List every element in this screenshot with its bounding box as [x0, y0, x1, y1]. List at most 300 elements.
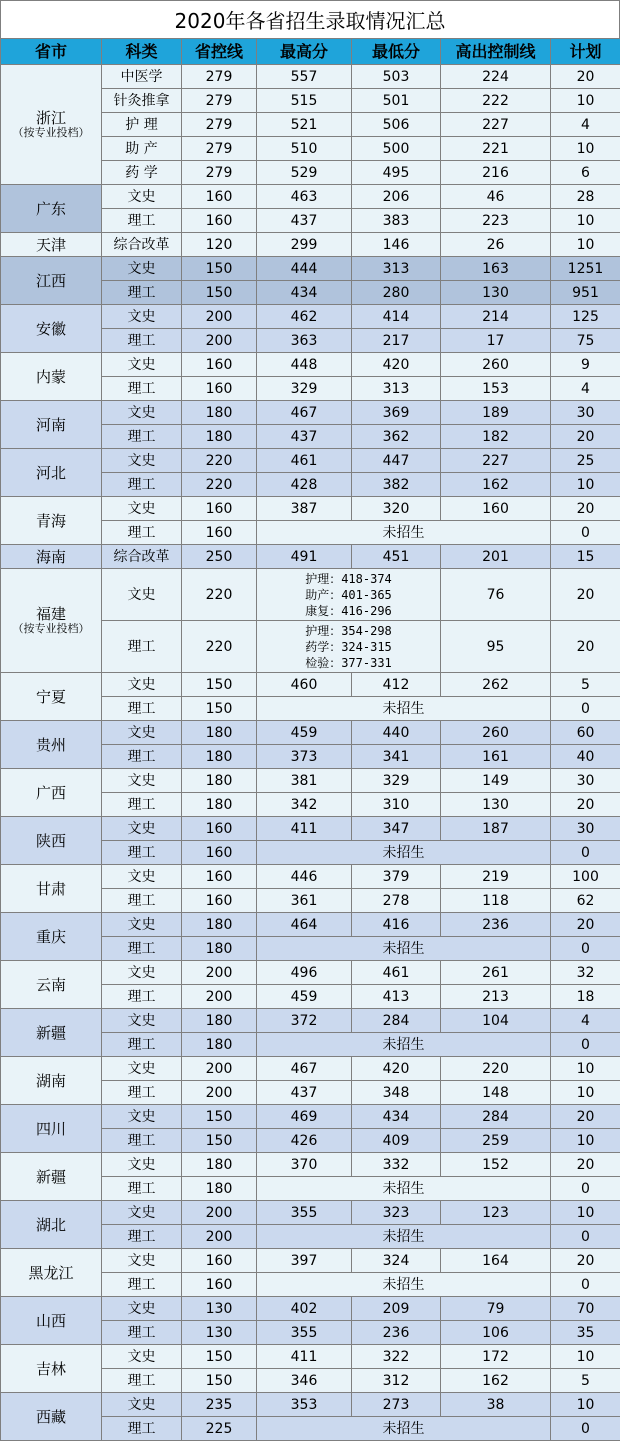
- min-score-cell: 332: [352, 1153, 441, 1177]
- kind-cell: 文史: [102, 1297, 182, 1321]
- province-name: 四川: [35, 1119, 66, 1138]
- above-line-cell: 213: [441, 985, 551, 1009]
- above-line-cell: 259: [441, 1129, 551, 1153]
- kind-cell: 理工: [102, 281, 182, 305]
- kind-cell: 文史: [102, 1201, 182, 1225]
- control-line-cell: 160: [182, 1249, 257, 1273]
- province-cell: [1, 1345, 102, 1393]
- min-score-cell: 420: [352, 1057, 441, 1081]
- table-row: [1, 1249, 620, 1273]
- table-body: [1, 65, 620, 1441]
- control-line-cell: 200: [182, 1201, 257, 1225]
- control-line-cell: 160: [182, 521, 257, 545]
- min-score-cell: 451: [352, 545, 441, 569]
- control-line-cell: 220: [182, 621, 257, 673]
- province-cell: [1, 769, 102, 817]
- above-line-cell: 123: [441, 1201, 551, 1225]
- table-row: [1, 1009, 620, 1033]
- plan-cell: 10: [551, 473, 620, 497]
- province-name: 河南: [35, 415, 66, 434]
- control-line-cell: 180: [182, 745, 257, 769]
- province-cell: [1, 305, 102, 353]
- min-score-cell: 503: [352, 65, 441, 89]
- province-name: 云南: [35, 975, 66, 994]
- kind-cell: 文史: [102, 353, 182, 377]
- kind-cell: 文史: [102, 185, 182, 209]
- col-header-kind: 科类: [102, 39, 182, 65]
- min-score-cell: 313: [352, 257, 441, 281]
- province-name: 河北: [35, 463, 66, 482]
- plan-cell: 0: [551, 937, 620, 961]
- plan-cell: 4: [551, 377, 620, 401]
- not-enrolled-cell: 未招生: [257, 841, 551, 865]
- min-score-cell: 341: [352, 745, 441, 769]
- control-line-cell: 180: [182, 425, 257, 449]
- province-cell: [1, 1105, 102, 1153]
- plan-cell: 9: [551, 353, 620, 377]
- table-row: [1, 1153, 620, 1177]
- control-line-cell: 180: [182, 401, 257, 425]
- max-score-cell: 363: [257, 329, 352, 353]
- above-line-cell: 220: [441, 1057, 551, 1081]
- table-row: [1, 673, 620, 697]
- province-cell: [1, 65, 102, 185]
- min-score-cell: 362: [352, 425, 441, 449]
- plan-cell: 30: [551, 817, 620, 841]
- above-line-cell: 161: [441, 745, 551, 769]
- max-score-cell: 448: [257, 353, 352, 377]
- plan-cell: 18: [551, 985, 620, 1009]
- control-line-cell: 180: [182, 1033, 257, 1057]
- max-score-cell: 411: [257, 817, 352, 841]
- score-detail-cell: [257, 621, 441, 673]
- control-line-cell: 279: [182, 137, 257, 161]
- control-line-cell: 180: [182, 793, 257, 817]
- min-score-cell: 500: [352, 137, 441, 161]
- above-line-cell: 216: [441, 161, 551, 185]
- table-row: [1, 913, 620, 937]
- table-row: [1, 185, 620, 209]
- kind-cell: 文史: [102, 1393, 182, 1417]
- score-detail-line: 护理：354-298: [305, 623, 392, 638]
- kind-cell: 理工: [102, 1321, 182, 1345]
- above-line-cell: 118: [441, 889, 551, 913]
- province-cell: [1, 401, 102, 449]
- min-score-cell: 348: [352, 1081, 441, 1105]
- kind-cell: 理工: [102, 1033, 182, 1057]
- control-line-cell: 200: [182, 305, 257, 329]
- kind-cell: 理工: [102, 745, 182, 769]
- min-score-cell: 278: [352, 889, 441, 913]
- min-score-cell: 322: [352, 1345, 441, 1369]
- min-score-cell: 416: [352, 913, 441, 937]
- province-name: 贵州: [35, 735, 66, 754]
- plan-cell: 10: [551, 1201, 620, 1225]
- min-score-cell: 501: [352, 89, 441, 113]
- province-cell: [1, 545, 102, 569]
- max-score-cell: 402: [257, 1297, 352, 1321]
- max-score-cell: 463: [257, 185, 352, 209]
- above-line-cell: 201: [441, 545, 551, 569]
- plan-cell: 951: [551, 281, 620, 305]
- not-enrolled-cell: 未招生: [257, 521, 551, 545]
- kind-cell: 文史: [102, 673, 182, 697]
- control-line-cell: 150: [182, 673, 257, 697]
- table-row: [1, 545, 620, 569]
- province-cell: [1, 721, 102, 769]
- plan-cell: 0: [551, 1033, 620, 1057]
- province-cell: [1, 817, 102, 865]
- kind-cell: 文史: [102, 1345, 182, 1369]
- table-row: [1, 305, 620, 329]
- kind-cell: 综合改革: [102, 233, 182, 257]
- control-line-cell: 130: [182, 1321, 257, 1345]
- control-line-cell: 220: [182, 569, 257, 621]
- province-name: 湖南: [35, 1071, 66, 1090]
- province-name: 福建: [35, 605, 66, 623]
- province-name: 广东: [35, 199, 66, 218]
- province-name: 江西: [35, 271, 66, 290]
- min-score-cell: 310: [352, 793, 441, 817]
- province-name: 宁夏: [35, 687, 66, 706]
- kind-cell: 理工: [102, 1417, 182, 1441]
- max-score-cell: 299: [257, 233, 352, 257]
- kind-cell: 理工: [102, 1177, 182, 1201]
- province-cell: [1, 449, 102, 497]
- table-row: [1, 233, 620, 257]
- province-name: 黑龙江: [28, 1263, 74, 1282]
- control-line-cell: 180: [182, 1177, 257, 1201]
- kind-cell: 理工: [102, 329, 182, 353]
- plan-cell: 10: [551, 137, 620, 161]
- plan-cell: 20: [551, 65, 620, 89]
- control-line-cell: 180: [182, 769, 257, 793]
- col-header-control-line: 省控线: [182, 39, 257, 65]
- plan-cell: 4: [551, 1009, 620, 1033]
- above-line-cell: 79: [441, 1297, 551, 1321]
- province-cell: [1, 257, 102, 305]
- max-score-cell: 411: [257, 1345, 352, 1369]
- kind-cell: 中医学: [102, 65, 182, 89]
- max-score-cell: 370: [257, 1153, 352, 1177]
- not-enrolled-cell: 未招生: [257, 697, 551, 721]
- above-line-cell: 152: [441, 1153, 551, 1177]
- max-score-cell: 372: [257, 1009, 352, 1033]
- above-line-cell: 162: [441, 473, 551, 497]
- province-cell: [1, 1249, 102, 1297]
- plan-cell: 0: [551, 1417, 620, 1441]
- plan-cell: 0: [551, 1177, 620, 1201]
- kind-cell: 理工: [102, 1369, 182, 1393]
- min-score-cell: 323: [352, 1201, 441, 1225]
- plan-cell: 20: [551, 621, 620, 673]
- control-line-cell: 160: [182, 817, 257, 841]
- table-row: [1, 1057, 620, 1081]
- control-line-cell: 279: [182, 65, 257, 89]
- not-enrolled-cell: 未招生: [257, 1273, 551, 1297]
- col-header-plan: 计划: [551, 39, 620, 65]
- kind-cell: 理工: [102, 1225, 182, 1249]
- province-name: 新疆: [35, 1167, 66, 1186]
- plan-cell: 10: [551, 1057, 620, 1081]
- above-line-cell: 260: [441, 721, 551, 745]
- plan-cell: 25: [551, 449, 620, 473]
- table-row: [1, 865, 620, 889]
- min-score-cell: 379: [352, 865, 441, 889]
- plan-cell: 20: [551, 1153, 620, 1177]
- control-line-cell: 200: [182, 1225, 257, 1249]
- min-score-cell: 434: [352, 1105, 441, 1129]
- max-score-cell: 437: [257, 209, 352, 233]
- province-cell: [1, 1393, 102, 1441]
- province-cell: [1, 913, 102, 961]
- kind-cell: 文史: [102, 497, 182, 521]
- province-name: 内蒙: [35, 367, 66, 386]
- table-row: [1, 569, 620, 621]
- score-detail-line: 康复：416-296: [305, 603, 392, 618]
- max-score-cell: 462: [257, 305, 352, 329]
- max-score-cell: 434: [257, 281, 352, 305]
- plan-cell: 0: [551, 1273, 620, 1297]
- table-row: [1, 769, 620, 793]
- province-name: 西藏: [35, 1407, 66, 1426]
- kind-cell: 理工: [102, 377, 182, 401]
- plan-cell: 0: [551, 521, 620, 545]
- min-score-cell: 206: [352, 185, 441, 209]
- table-row: [1, 353, 620, 377]
- kind-cell: 文史: [102, 913, 182, 937]
- plan-cell: 28: [551, 185, 620, 209]
- control-line-cell: 160: [182, 889, 257, 913]
- plan-cell: 0: [551, 697, 620, 721]
- plan-cell: 70: [551, 1297, 620, 1321]
- table-row: [1, 1393, 620, 1417]
- max-score-cell: 459: [257, 721, 352, 745]
- kind-cell: 理工: [102, 841, 182, 865]
- max-score-cell: 355: [257, 1321, 352, 1345]
- control-line-cell: 250: [182, 545, 257, 569]
- not-enrolled-cell: 未招生: [257, 937, 551, 961]
- above-line-cell: 104: [441, 1009, 551, 1033]
- kind-cell: 文史: [102, 961, 182, 985]
- province-name: 安徽: [35, 319, 66, 338]
- plan-cell: 20: [551, 497, 620, 521]
- min-score-cell: 409: [352, 1129, 441, 1153]
- above-line-cell: 130: [441, 793, 551, 817]
- plan-cell: 62: [551, 889, 620, 913]
- above-line-cell: 227: [441, 449, 551, 473]
- control-line-cell: 235: [182, 1393, 257, 1417]
- min-score-cell: 382: [352, 473, 441, 497]
- table-row: [1, 497, 620, 521]
- header-row: [1, 39, 620, 65]
- province-cell: [1, 961, 102, 1009]
- above-line-cell: 106: [441, 1321, 551, 1345]
- plan-cell: 20: [551, 793, 620, 817]
- min-score-cell: 413: [352, 985, 441, 1009]
- max-score-cell: 510: [257, 137, 352, 161]
- table-row: [1, 1201, 620, 1225]
- above-line-cell: 172: [441, 1345, 551, 1369]
- plan-cell: 10: [551, 1345, 620, 1369]
- kind-cell: 理工: [102, 1081, 182, 1105]
- above-line-cell: 17: [441, 329, 551, 353]
- score-detail-line: 助产：401-365: [305, 587, 392, 602]
- table-row: [1, 817, 620, 841]
- plan-cell: 100: [551, 865, 620, 889]
- province-cell: [1, 233, 102, 257]
- plan-cell: 15: [551, 545, 620, 569]
- not-enrolled-cell: 未招生: [257, 1177, 551, 1201]
- admission-table: [0, 38, 620, 1441]
- not-enrolled-cell: 未招生: [257, 1225, 551, 1249]
- kind-cell: 理工: [102, 1273, 182, 1297]
- province-name: 山西: [35, 1311, 66, 1330]
- min-score-cell: 461: [352, 961, 441, 985]
- control-line-cell: 220: [182, 473, 257, 497]
- control-line-cell: 150: [182, 1105, 257, 1129]
- province-cell: [1, 569, 102, 673]
- kind-cell: 文史: [102, 1249, 182, 1273]
- score-detail-line: 药学：324-315: [305, 639, 392, 654]
- province-name: 天津: [35, 235, 66, 254]
- above-line-cell: 224: [441, 65, 551, 89]
- above-line-cell: 46: [441, 185, 551, 209]
- kind-cell: 综合改革: [102, 545, 182, 569]
- kind-cell: 理工: [102, 209, 182, 233]
- kind-cell: 药 学: [102, 161, 182, 185]
- province-cell: [1, 1153, 102, 1201]
- max-score-cell: 491: [257, 545, 352, 569]
- kind-cell: 理工: [102, 473, 182, 497]
- above-line-cell: 26: [441, 233, 551, 257]
- not-enrolled-cell: 未招生: [257, 1033, 551, 1057]
- max-score-cell: 469: [257, 1105, 352, 1129]
- above-line-cell: 130: [441, 281, 551, 305]
- kind-cell: 理工: [102, 889, 182, 913]
- above-line-cell: 164: [441, 1249, 551, 1273]
- max-score-cell: 464: [257, 913, 352, 937]
- table-row: [1, 1297, 620, 1321]
- above-line-cell: 260: [441, 353, 551, 377]
- province-name: 广西: [35, 783, 66, 802]
- above-line-cell: 160: [441, 497, 551, 521]
- above-line-cell: 221: [441, 137, 551, 161]
- max-score-cell: 361: [257, 889, 352, 913]
- kind-cell: 理工: [102, 1129, 182, 1153]
- max-score-cell: 529: [257, 161, 352, 185]
- control-line-cell: 160: [182, 185, 257, 209]
- table-title: 2020年各省招生录取情况汇总: [0, 0, 620, 38]
- kind-cell: 文史: [102, 865, 182, 889]
- control-line-cell: 160: [182, 353, 257, 377]
- plan-cell: 75: [551, 329, 620, 353]
- plan-cell: 30: [551, 769, 620, 793]
- control-line-cell: 150: [182, 281, 257, 305]
- province-name: 湖北: [35, 1215, 66, 1234]
- province-note: （按专业投档）: [12, 622, 90, 635]
- above-line-cell: 187: [441, 817, 551, 841]
- above-line-cell: 262: [441, 673, 551, 697]
- control-line-cell: 160: [182, 497, 257, 521]
- kind-cell: 助 产: [102, 137, 182, 161]
- control-line-cell: 200: [182, 329, 257, 353]
- plan-cell: 1251: [551, 257, 620, 281]
- above-line-cell: 227: [441, 113, 551, 137]
- above-line-cell: 153: [441, 377, 551, 401]
- max-score-cell: 557: [257, 65, 352, 89]
- control-line-cell: 160: [182, 1273, 257, 1297]
- min-score-cell: 447: [352, 449, 441, 473]
- kind-cell: 文史: [102, 569, 182, 621]
- province-cell: [1, 353, 102, 401]
- plan-cell: 0: [551, 1225, 620, 1249]
- col-header-max-score: 最高分: [257, 39, 352, 65]
- max-score-cell: 467: [257, 1057, 352, 1081]
- min-score-cell: 414: [352, 305, 441, 329]
- max-score-cell: 342: [257, 793, 352, 817]
- control-line-cell: 180: [182, 937, 257, 961]
- kind-cell: 文史: [102, 257, 182, 281]
- control-line-cell: 279: [182, 161, 257, 185]
- plan-cell: 10: [551, 209, 620, 233]
- max-score-cell: 446: [257, 865, 352, 889]
- province-cell: [1, 865, 102, 913]
- min-score-cell: 273: [352, 1393, 441, 1417]
- min-score-cell: 495: [352, 161, 441, 185]
- max-score-cell: 346: [257, 1369, 352, 1393]
- min-score-cell: 209: [352, 1297, 441, 1321]
- control-line-cell: 160: [182, 841, 257, 865]
- province-note: （按专业投档）: [12, 126, 90, 139]
- control-line-cell: 200: [182, 961, 257, 985]
- plan-cell: 20: [551, 913, 620, 937]
- above-line-cell: 38: [441, 1393, 551, 1417]
- plan-cell: 20: [551, 569, 620, 621]
- province-name: 吉林: [35, 1359, 66, 1378]
- control-line-cell: 160: [182, 377, 257, 401]
- control-line-cell: 200: [182, 985, 257, 1009]
- plan-cell: 4: [551, 113, 620, 137]
- control-line-cell: 279: [182, 113, 257, 137]
- province-cell: [1, 1297, 102, 1345]
- min-score-cell: 412: [352, 673, 441, 697]
- kind-cell: 文史: [102, 817, 182, 841]
- plan-cell: 10: [551, 1081, 620, 1105]
- min-score-cell: 312: [352, 1369, 441, 1393]
- province-name: 海南: [35, 547, 66, 566]
- min-score-cell: 420: [352, 353, 441, 377]
- min-score-cell: 284: [352, 1009, 441, 1033]
- table-row: [1, 449, 620, 473]
- kind-cell: 文史: [102, 449, 182, 473]
- col-header-min-score: 最低分: [352, 39, 441, 65]
- max-score-cell: 381: [257, 769, 352, 793]
- kind-cell: 针灸推拿: [102, 89, 182, 113]
- kind-cell: 理工: [102, 985, 182, 1009]
- plan-cell: 20: [551, 1249, 620, 1273]
- plan-cell: 5: [551, 673, 620, 697]
- max-score-cell: 373: [257, 745, 352, 769]
- control-line-cell: 150: [182, 257, 257, 281]
- not-enrolled-cell: 未招生: [257, 1417, 551, 1441]
- max-score-cell: 521: [257, 113, 352, 137]
- control-line-cell: 180: [182, 1009, 257, 1033]
- max-score-cell: 355: [257, 1201, 352, 1225]
- max-score-cell: 460: [257, 673, 352, 697]
- min-score-cell: 313: [352, 377, 441, 401]
- province-cell: [1, 673, 102, 721]
